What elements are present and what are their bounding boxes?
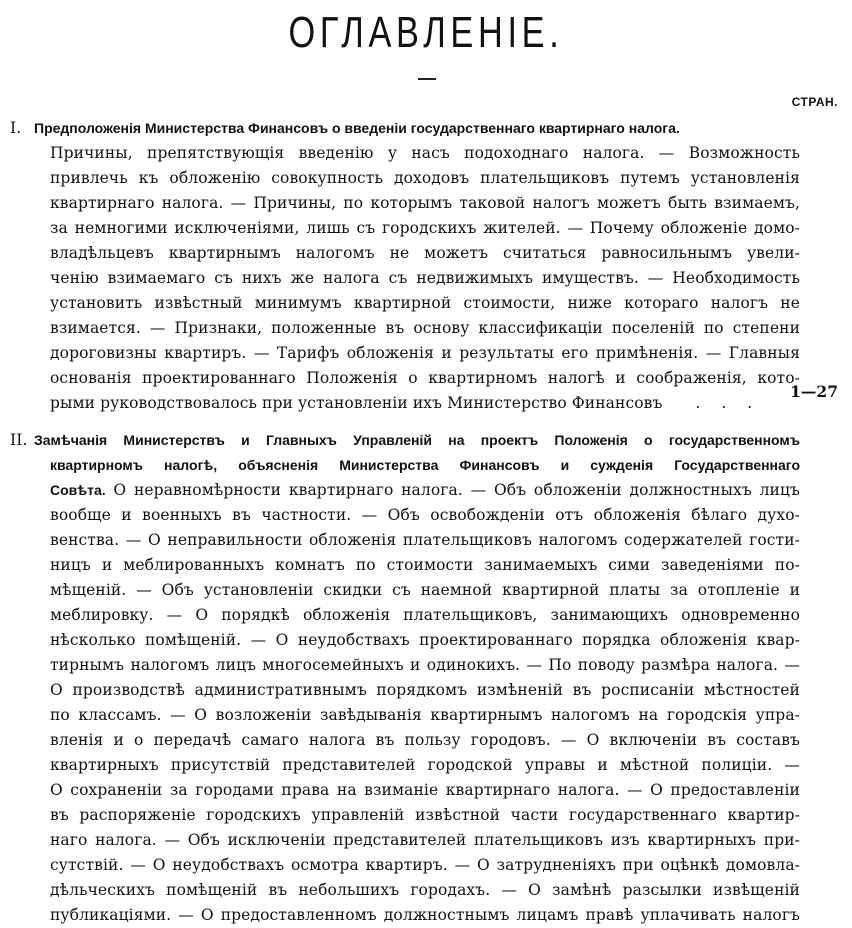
toc-line: сутствій. — О неудобствахъ осмотра квартиръ. — О затрудненіяхъ при оцѣнкѣ домовла- [50,856,800,874]
leader-dots: . . . [695,394,761,412]
section-heading-end: Совѣта. [50,482,106,498]
toc-line: установить извѣстный минимумъ квартирной стоимости, ниже котораго налогъ не [50,294,800,312]
toc-line: Причины, препятствующія введенію у насъ подоходнаго налога. — Возможность [50,144,800,162]
toc-line: наго налога. — Объ исключеніи представителей плательщиковъ изъ квартирныхъ при- [50,831,800,849]
toc-line: привлечь къ обложенію совокупность доходовъ плательщиковъ путемъ установленія [50,169,800,187]
toc-line: венства. — О неправильности обложенія плательщиковъ налогомъ содержателей гости- [50,531,800,549]
section-heading-text: Замѣчанія Министерствъ и Главныхъ Управленій на проектъ Положенія о государственномъ [34,432,800,448]
page-title: ОГЛАВЛЕНІЕ. [288,8,564,57]
toc-line [10,478,800,503]
page-column-label: СТРАН. [791,95,838,109]
toc-line: ницъ и меблированныхъ комнатъ по стоимости занимаемыхъ сими заведеніями по- [50,556,800,574]
section-1-pages: 1—27 [790,382,838,401]
toc-line: ченію взимаемаго съ нихъ же налога съ недвижимыхъ имуществъ. — Необходимость [50,269,800,287]
toc-line: тирнымъ налогомъ лицъ многосемейныхъ и одинокихъ. — По поводу размѣра налога. — [50,656,800,674]
toc-line: О производствѣ административнымъ порядкомъ измѣненій въ росписаніи мѣстностей [50,681,800,699]
toc-line: дороговизны квартиръ. — Тарифъ обложенія и результаты его примѣненія. — Главныя [50,344,800,362]
toc-line: вленія и о передачѣ самаго налога въ пользу городовъ. — О включеніи въ составъ [50,731,800,749]
toc-line-text: О неравномѣрности квартирнаго налога. — Объ обложеніи должностныхъ лицъ [113,481,800,499]
section-number: I. [10,119,22,137]
section-heading [10,428,800,453]
toc-line: въ распоряженіе городскихъ управленій извѣстной части государственнаго квартир- [50,806,800,824]
toc-section-2 [10,428,800,928]
title-divider [418,78,436,80]
toc-line: за немногими исключеніями, лишь съ городскихъ жителей. — Почему обложеніе домо- [50,219,800,237]
toc-line: О сохраненіи за городами права на взиманіе квартирнаго налога. — О предоставленіи [50,781,800,799]
toc-line: квартирныхъ присутствій представителей городской управы и мѣстной полиціи. — [50,756,800,774]
toc-line: владѣльцевъ квартирнымъ налогомъ не можетъ считаться равносильнымъ увели- [50,244,800,262]
toc-line: основанія проектированнаго Положенія о квартирномъ налогѣ и соображенія, кото- [50,369,800,387]
toc-line: публикаціями. — О предоставленномъ должностнымъ лицамъ правѣ уплачивать налогъ [50,906,800,924]
toc-line: квартирнаго налога. — Причины, по которымъ таковой налогъ можетъ быть взимаемъ, [50,194,800,212]
section-number: II. [10,431,28,449]
section-heading [10,116,800,141]
toc-line-last [10,391,800,416]
toc-line: по классамъ. — О возложеніи завѣдыванія квартирнымъ налогомъ на городскія упра- [50,706,800,724]
section-heading-continued [10,453,800,478]
toc-section-1 [10,116,800,416]
toc-line: взимается. — Признаки, положенные въ основу классификаціи поселеній по степени [50,319,800,337]
toc-line: нѣсколько помѣщеній. — О неудобствахъ проектированнаго порядка обложенія квар- [50,631,800,649]
section-heading-text: Предположенія Министерства Финансовъ о введеніи государственнаго квартирнаго налога. [34,120,680,136]
toc-line: мѣщеній. — Объ установленіи скидки съ наемной квартирной платы за отопленіе и [50,581,800,599]
toc-line-text: рыми руководствовалось при установленіи ихъ Министерство Финансовъ [50,394,663,412]
toc-line: меблировку. — О порядкѣ обложенія плательщиковъ, занимающихъ одновременно [50,606,800,624]
toc-line: вообще и военныхъ въ частности. — Объ освобожденіи отъ обложенія бѣлаго духо- [50,506,800,524]
section-heading-text: квартирномъ налогѣ, объясненія Министерства Финансовъ и сужденія Государственнаго [50,457,800,473]
toc-line: дѣльческихъ помѣщеній въ небольшихъ городахъ. — О замѣнѣ разсылки извѣщеній [50,881,800,899]
